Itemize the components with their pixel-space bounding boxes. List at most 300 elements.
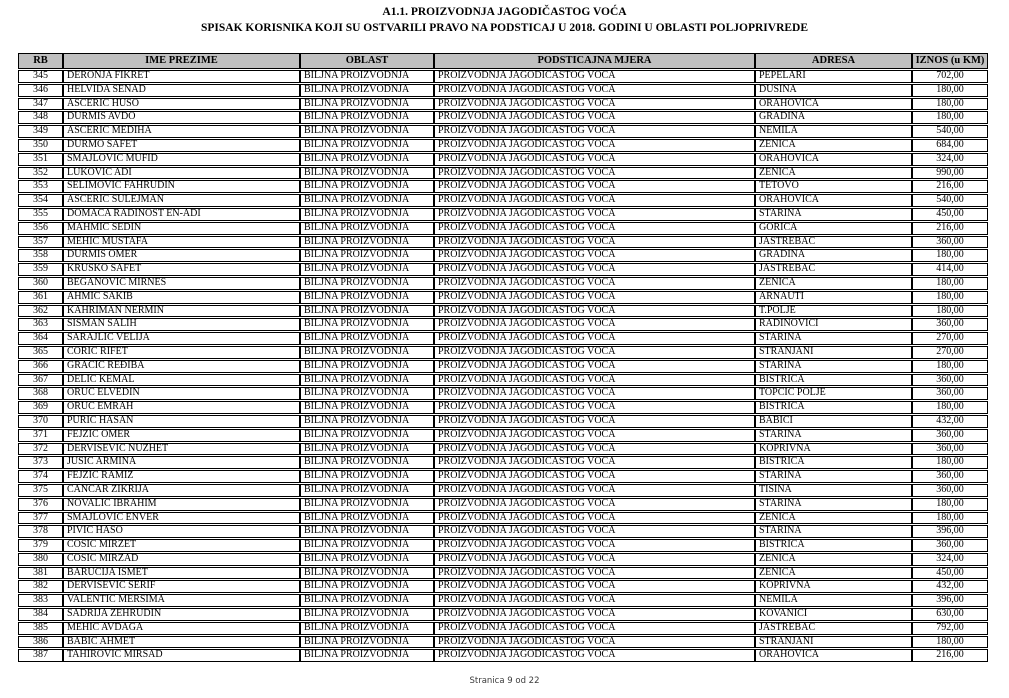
cell-ime-prezime: PURIĆ HASAN	[63, 415, 300, 428]
cell-iznos: 180,00	[912, 456, 988, 469]
cell-iznos: 180,00	[912, 401, 988, 414]
cell-ime-prezime: AŠĆERIĆ SULEJMAN	[63, 194, 300, 207]
table-row	[18, 608, 988, 621]
cell-iznos: 180,00	[912, 277, 988, 290]
table-row	[18, 318, 988, 331]
cell-ime-prezime: DELIĆ KEMAL	[63, 374, 300, 387]
table-row	[18, 456, 988, 469]
cell-oblast: BILJNA PROIZVODNJA	[300, 512, 434, 525]
cell-rb: 379	[18, 539, 63, 552]
cell-iznos: 180,00	[912, 249, 988, 262]
cell-rb: 385	[18, 622, 63, 635]
table-row	[18, 429, 988, 442]
cell-ime-prezime: MAHMIĆ SEDIN	[63, 222, 300, 235]
cell-adresa: ORAHOVICA	[755, 98, 912, 111]
cell-adresa: JASTREBAC	[755, 236, 912, 249]
cell-iznos: 180,00	[912, 98, 988, 111]
cell-rb: 350	[18, 139, 63, 152]
cell-adresa: STARINA	[755, 429, 912, 442]
cell-adresa: ARNAUTI	[755, 291, 912, 304]
cell-podsticajna-mjera: PROIZVODNJA JAGODIČASTOG VOĆA	[434, 374, 755, 387]
cell-oblast: BILJNA PROIZVODNJA	[300, 194, 434, 207]
cell-oblast: BILJNA PROIZVODNJA	[300, 84, 434, 97]
cell-rb: 356	[18, 222, 63, 235]
cell-iznos: 540,00	[912, 194, 988, 207]
cell-adresa: ZENICA	[755, 167, 912, 180]
cell-rb: 382	[18, 580, 63, 593]
cell-iznos: 684,00	[912, 139, 988, 152]
cell-ime-prezime: FEJZIĆ OMER	[63, 429, 300, 442]
cell-adresa: STRANJANI	[755, 346, 912, 359]
cell-oblast: BILJNA PROIZVODNJA	[300, 291, 434, 304]
table-row	[18, 84, 988, 97]
cell-podsticajna-mjera: PROIZVODNJA JAGODIČASTOG VOĆA	[434, 429, 755, 442]
table-row	[18, 194, 988, 207]
cell-oblast: BILJNA PROIZVODNJA	[300, 498, 434, 511]
table-header-row	[18, 53, 988, 69]
subsidy-recipients-table	[18, 52, 988, 663]
cell-oblast: BILJNA PROIZVODNJA	[300, 649, 434, 662]
table-header	[18, 53, 988, 69]
cell-iznos: 180,00	[912, 636, 988, 649]
cell-podsticajna-mjera: PROIZVODNJA JAGODIČASTOG VOĆA	[434, 236, 755, 249]
cell-podsticajna-mjera: PROIZVODNJA JAGODIČASTOG VOĆA	[434, 222, 755, 235]
column-header-ime-prezime: IME PREZIME	[63, 53, 300, 69]
cell-ime-prezime: ŠIŠMAN SALIH	[63, 318, 300, 331]
table-row	[18, 153, 988, 166]
cell-podsticajna-mjera: PROIZVODNJA JAGODIČASTOG VOĆA	[434, 70, 755, 83]
table-row	[18, 98, 988, 111]
cell-iznos: 450,00	[912, 567, 988, 580]
cell-oblast: BILJNA PROIZVODNJA	[300, 622, 434, 635]
table-row	[18, 567, 988, 580]
table-row	[18, 208, 988, 221]
cell-iznos: 702,00	[912, 70, 988, 83]
cell-podsticajna-mjera: PROIZVODNJA JAGODIČASTOG VOĆA	[434, 346, 755, 359]
cell-ime-prezime: BEGANOVIĆ MIRNES	[63, 277, 300, 290]
cell-adresa: ORAHOVICA	[755, 649, 912, 662]
cell-ime-prezime: SADRIJA ZEHRUDIN	[63, 608, 300, 621]
cell-iznos: 216,00	[912, 222, 988, 235]
cell-podsticajna-mjera: PROIZVODNJA JAGODIČASTOG VOĆA	[434, 208, 755, 221]
cell-iznos: 360,00	[912, 429, 988, 442]
cell-ime-prezime: SELIMOVIĆ FAHRUDIN	[63, 180, 300, 193]
cell-iznos: 270,00	[912, 332, 988, 345]
table-row	[18, 291, 988, 304]
cell-rb: 362	[18, 305, 63, 318]
table-row	[18, 649, 988, 662]
cell-podsticajna-mjera: PROIZVODNJA JAGODIČASTOG VOĆA	[434, 249, 755, 262]
column-header-rb: RB	[18, 53, 63, 69]
cell-ime-prezime: SMAJLOVIĆ ENVER	[63, 512, 300, 525]
cell-oblast: BILJNA PROIZVODNJA	[300, 98, 434, 111]
table-row	[18, 484, 988, 497]
cell-oblast: BILJNA PROIZVODNJA	[300, 125, 434, 138]
cell-iznos: 432,00	[912, 580, 988, 593]
cell-adresa: ZENICA	[755, 553, 912, 566]
cell-iznos: 360,00	[912, 318, 988, 331]
cell-podsticajna-mjera: PROIZVODNJA JAGODIČASTOG VOĆA	[434, 111, 755, 124]
cell-rb: 368	[18, 387, 63, 400]
cell-rb: 366	[18, 360, 63, 373]
cell-oblast: BILJNA PROIZVODNJA	[300, 222, 434, 235]
cell-adresa: TIŠINA	[755, 484, 912, 497]
cell-adresa: BISTRICA	[755, 456, 912, 469]
cell-adresa: TETOVO	[755, 180, 912, 193]
cell-podsticajna-mjera: PROIZVODNJA JAGODIČASTOG VOĆA	[434, 387, 755, 400]
cell-iznos: 630,00	[912, 608, 988, 621]
cell-oblast: BILJNA PROIZVODNJA	[300, 374, 434, 387]
cell-podsticajna-mjera: PROIZVODNJA JAGODIČASTOG VOĆA	[434, 263, 755, 276]
cell-ime-prezime: DURMIŠ AVDO	[63, 111, 300, 124]
cell-podsticajna-mjera: PROIZVODNJA JAGODIČASTOG VOĆA	[434, 636, 755, 649]
column-header-iznos: IZNOS (u KM)	[912, 53, 988, 69]
cell-rb: 347	[18, 98, 63, 111]
table-row	[18, 622, 988, 635]
cell-ime-prezime: DOMAĆA RADINOST EN-ADI	[63, 208, 300, 221]
cell-iznos: 450,00	[912, 208, 988, 221]
cell-podsticajna-mjera: PROIZVODNJA JAGODIČASTOG VOĆA	[434, 139, 755, 152]
cell-podsticajna-mjera: PROIZVODNJA JAGODIČASTOG VOĆA	[434, 277, 755, 290]
cell-iznos: 216,00	[912, 180, 988, 193]
cell-adresa: DUSINA	[755, 84, 912, 97]
cell-podsticajna-mjera: PROIZVODNJA JAGODIČASTOG VOĆA	[434, 401, 755, 414]
cell-rb: 376	[18, 498, 63, 511]
cell-adresa: RADINOVIĆI	[755, 318, 912, 331]
cell-iznos: 414,00	[912, 263, 988, 276]
cell-adresa: KOPRIVNA	[755, 443, 912, 456]
column-header-podsticajna-mjera: PODSTICAJNA MJERA	[434, 53, 755, 69]
cell-adresa: BISTRICA	[755, 539, 912, 552]
table-row	[18, 539, 988, 552]
cell-ime-prezime: ORUĆ ELVEDIN	[63, 387, 300, 400]
cell-ime-prezime: FEJZIĆ RAMIZ	[63, 470, 300, 483]
cell-iznos: 360,00	[912, 374, 988, 387]
table-row	[18, 180, 988, 193]
cell-podsticajna-mjera: PROIZVODNJA JAGODIČASTOG VOĆA	[434, 484, 755, 497]
cell-oblast: BILJNA PROIZVODNJA	[300, 401, 434, 414]
cell-rb: 387	[18, 649, 63, 662]
cell-podsticajna-mjera: PROIZVODNJA JAGODIČASTOG VOĆA	[434, 553, 755, 566]
cell-adresa: JASTREBAC	[755, 263, 912, 276]
cell-adresa: BISTRICA	[755, 401, 912, 414]
cell-adresa: STARINA	[755, 525, 912, 538]
cell-oblast: BILJNA PROIZVODNJA	[300, 636, 434, 649]
cell-oblast: BILJNA PROIZVODNJA	[300, 236, 434, 249]
cell-ime-prezime: KRUŠKO SAFET	[63, 263, 300, 276]
cell-rb: 384	[18, 608, 63, 621]
cell-rb: 364	[18, 332, 63, 345]
cell-ime-prezime: MEHIĆ AVDAGA	[63, 622, 300, 635]
cell-ime-prezime: AHMIĆ SAKIB	[63, 291, 300, 304]
cell-ime-prezime: DURMO SAFET	[63, 139, 300, 152]
cell-ime-prezime: AŠĆERIĆ MEDIHA	[63, 125, 300, 138]
cell-adresa: STARINA	[755, 208, 912, 221]
cell-adresa: ORAHOVICA	[755, 153, 912, 166]
cell-iznos: 396,00	[912, 525, 988, 538]
cell-iznos: 360,00	[912, 236, 988, 249]
cell-oblast: BILJNA PROIZVODNJA	[300, 443, 434, 456]
cell-oblast: BILJNA PROIZVODNJA	[300, 70, 434, 83]
cell-podsticajna-mjera: PROIZVODNJA JAGODIČASTOG VOĆA	[434, 608, 755, 621]
cell-iznos: 324,00	[912, 153, 988, 166]
cell-ime-prezime: SMAJLOVIĆ MUFID	[63, 153, 300, 166]
table-row	[18, 346, 988, 359]
table-row	[18, 498, 988, 511]
cell-iznos: 990,00	[912, 167, 988, 180]
cell-adresa: GORICA	[755, 222, 912, 235]
table-row	[18, 594, 988, 607]
cell-iznos: 180,00	[912, 291, 988, 304]
document-title-line2: SPISAK KORISNIKA KOJI SU OSTVARILI PRAVO NA PODSTICAJ U 2018. GODINI U OBLASTI POLJOPRIVREDE	[200, 22, 809, 34]
cell-podsticajna-mjera: PROIZVODNJA JAGODIČASTOG VOĆA	[434, 167, 755, 180]
cell-rb: 377	[18, 512, 63, 525]
cell-adresa: BABIĆI	[755, 415, 912, 428]
cell-ime-prezime: JUSIĆ ARMINA	[63, 456, 300, 469]
cell-rb: 386	[18, 636, 63, 649]
cell-ime-prezime: DURMIŠ OMER	[63, 249, 300, 262]
cell-oblast: BILJNA PROIZVODNJA	[300, 139, 434, 152]
cell-podsticajna-mjera: PROIZVODNJA JAGODIČASTOG VOĆA	[434, 470, 755, 483]
cell-rb: 369	[18, 401, 63, 414]
cell-adresa: STRANJANI	[755, 636, 912, 649]
cell-ime-prezime: DERVIŠEVIĆ NUZHET	[63, 443, 300, 456]
cell-podsticajna-mjera: PROIZVODNJA JAGODIČASTOG VOĆA	[434, 84, 755, 97]
cell-oblast: BILJNA PROIZVODNJA	[300, 525, 434, 538]
cell-ime-prezime: ĆOSIĆ MIRZAD	[63, 553, 300, 566]
cell-adresa: T.POLJE	[755, 305, 912, 318]
cell-rb: 363	[18, 318, 63, 331]
table-row	[18, 111, 988, 124]
cell-iznos: 270,00	[912, 346, 988, 359]
cell-adresa: KOPRIVNA	[755, 580, 912, 593]
cell-rb: 349	[18, 125, 63, 138]
cell-iznos: 180,00	[912, 512, 988, 525]
cell-rb: 365	[18, 346, 63, 359]
cell-oblast: BILJNA PROIZVODNJA	[300, 153, 434, 166]
cell-iznos: 360,00	[912, 470, 988, 483]
cell-oblast: BILJNA PROIZVODNJA	[300, 318, 434, 331]
cell-rb: 381	[18, 567, 63, 580]
cell-adresa: NEMILA	[755, 594, 912, 607]
cell-iznos: 396,00	[912, 594, 988, 607]
cell-ime-prezime: MEHIĆ MUSTAFA	[63, 236, 300, 249]
cell-oblast: BILJNA PROIZVODNJA	[300, 249, 434, 262]
table-row	[18, 553, 988, 566]
table-row	[18, 512, 988, 525]
cell-rb: 345	[18, 70, 63, 83]
cell-podsticajna-mjera: PROIZVODNJA JAGODIČASTOG VOĆA	[434, 443, 755, 456]
cell-podsticajna-mjera: PROIZVODNJA JAGODIČASTOG VOĆA	[434, 318, 755, 331]
cell-oblast: BILJNA PROIZVODNJA	[300, 608, 434, 621]
cell-rb: 370	[18, 415, 63, 428]
cell-adresa: ZENICA	[755, 277, 912, 290]
cell-rb: 353	[18, 180, 63, 193]
cell-oblast: BILJNA PROIZVODNJA	[300, 305, 434, 318]
cell-ime-prezime: VALENTIĆ MERSIMA	[63, 594, 300, 607]
cell-iznos: 180,00	[912, 111, 988, 124]
cell-ime-prezime: LUKOVIĆ ADI	[63, 167, 300, 180]
cell-podsticajna-mjera: PROIZVODNJA JAGODIČASTOG VOĆA	[434, 291, 755, 304]
cell-oblast: BILJNA PROIZVODNJA	[300, 429, 434, 442]
cell-iznos: 360,00	[912, 443, 988, 456]
cell-rb: 374	[18, 470, 63, 483]
table-row	[18, 374, 988, 387]
document-title-line1: A1.1. PROIZVODNJA JAGODIČASTOG VOĆA	[382, 6, 627, 18]
cell-rb: 380	[18, 553, 63, 566]
cell-oblast: BILJNA PROIZVODNJA	[300, 387, 434, 400]
cell-oblast: BILJNA PROIZVODNJA	[300, 180, 434, 193]
cell-ime-prezime: SARAJLIĆ VELIJA	[63, 332, 300, 345]
table-row	[18, 249, 988, 262]
cell-rb: 355	[18, 208, 63, 221]
cell-iznos: 792,00	[912, 622, 988, 635]
table-row	[18, 415, 988, 428]
cell-iznos: 180,00	[912, 360, 988, 373]
table-row	[18, 167, 988, 180]
cell-podsticajna-mjera: PROIZVODNJA JAGODIČASTOG VOĆA	[434, 305, 755, 318]
cell-ime-prezime: BARUČIJA ISMET	[63, 567, 300, 580]
cell-adresa: ZENICA	[755, 567, 912, 580]
cell-ime-prezime: PIVIĆ HASO	[63, 525, 300, 538]
cell-ime-prezime: KAHRIMAN NERMIN	[63, 305, 300, 318]
cell-rb: 367	[18, 374, 63, 387]
table-row	[18, 332, 988, 345]
cell-rb: 361	[18, 291, 63, 304]
cell-rb: 348	[18, 111, 63, 124]
table-row	[18, 443, 988, 456]
cell-ime-prezime: TAHIROVIĆ MIRSAD	[63, 649, 300, 662]
table-row	[18, 277, 988, 290]
cell-podsticajna-mjera: PROIZVODNJA JAGODIČASTOG VOĆA	[434, 567, 755, 580]
cell-adresa: STARINA	[755, 470, 912, 483]
cell-adresa: NEMILA	[755, 125, 912, 138]
cell-podsticajna-mjera: PROIZVODNJA JAGODIČASTOG VOĆA	[434, 360, 755, 373]
cell-ime-prezime: ČANČAR ZIKRIJA	[63, 484, 300, 497]
cell-iznos: 432,00	[912, 415, 988, 428]
cell-ime-prezime: AŠĆERIĆ HUSO	[63, 98, 300, 111]
cell-ime-prezime: BABIĆ AHMET	[63, 636, 300, 649]
cell-oblast: BILJNA PROIZVODNJA	[300, 346, 434, 359]
cell-iznos: 180,00	[912, 84, 988, 97]
table-row	[18, 305, 988, 318]
cell-oblast: BILJNA PROIZVODNJA	[300, 470, 434, 483]
table-row	[18, 222, 988, 235]
cell-oblast: BILJNA PROIZVODNJA	[300, 484, 434, 497]
cell-podsticajna-mjera: PROIZVODNJA JAGODIČASTOG VOĆA	[434, 594, 755, 607]
cell-rb: 375	[18, 484, 63, 497]
table-row	[18, 401, 988, 414]
cell-ime-prezime: DERVIŠEVIĆ ŠERIF	[63, 580, 300, 593]
cell-rb: 358	[18, 249, 63, 262]
cell-iznos: 360,00	[912, 539, 988, 552]
table-row	[18, 636, 988, 649]
page-number-footer: Stranica 9 od 22	[469, 676, 540, 686]
table-row	[18, 525, 988, 538]
cell-ime-prezime: DERONJA FIKRET	[63, 70, 300, 83]
table-row	[18, 470, 988, 483]
cell-podsticajna-mjera: PROIZVODNJA JAGODIČASTOG VOĆA	[434, 194, 755, 207]
cell-iznos: 540,00	[912, 125, 988, 138]
cell-iznos: 216,00	[912, 649, 988, 662]
cell-adresa: GRADINA	[755, 111, 912, 124]
table-row	[18, 580, 988, 593]
cell-ime-prezime: NOVALIĆ IBRAHIM	[63, 498, 300, 511]
table-row	[18, 360, 988, 373]
cell-podsticajna-mjera: PROIZVODNJA JAGODIČASTOG VOĆA	[434, 332, 755, 345]
cell-ime-prezime: ORUĆ EMRAH	[63, 401, 300, 414]
cell-podsticajna-mjera: PROIZVODNJA JAGODIČASTOG VOĆA	[434, 498, 755, 511]
cell-adresa: ORAHOVICA	[755, 194, 912, 207]
cell-podsticajna-mjera: PROIZVODNJA JAGODIČASTOG VOĆA	[434, 125, 755, 138]
cell-adresa: PEPELARI	[755, 70, 912, 83]
cell-rb: 354	[18, 194, 63, 207]
cell-oblast: BILJNA PROIZVODNJA	[300, 456, 434, 469]
cell-podsticajna-mjera: PROIZVODNJA JAGODIČASTOG VOĆA	[434, 539, 755, 552]
table-row	[18, 139, 988, 152]
cell-rb: 371	[18, 429, 63, 442]
cell-ime-prezime: GRAČIĆ REĐIBA	[63, 360, 300, 373]
cell-podsticajna-mjera: PROIZVODNJA JAGODIČASTOG VOĆA	[434, 180, 755, 193]
table-row	[18, 236, 988, 249]
cell-rb: 357	[18, 236, 63, 249]
cell-oblast: BILJNA PROIZVODNJA	[300, 415, 434, 428]
table-row	[18, 263, 988, 276]
cell-podsticajna-mjera: PROIZVODNJA JAGODIČASTOG VOĆA	[434, 415, 755, 428]
table-row	[18, 387, 988, 400]
cell-podsticajna-mjera: PROIZVODNJA JAGODIČASTOG VOĆA	[434, 456, 755, 469]
cell-oblast: BILJNA PROIZVODNJA	[300, 539, 434, 552]
cell-iznos: 324,00	[912, 553, 988, 566]
cell-oblast: BILJNA PROIZVODNJA	[300, 553, 434, 566]
cell-ime-prezime: ĆOSIĆ MIRZET	[63, 539, 300, 552]
cell-iznos: 180,00	[912, 305, 988, 318]
cell-adresa: BISTRICA	[755, 374, 912, 387]
document-header	[0, 0, 1009, 36]
cell-ime-prezime: ĆORIĆ RIFET	[63, 346, 300, 359]
cell-adresa: ZENICA	[755, 139, 912, 152]
cell-adresa: STARINA	[755, 498, 912, 511]
cell-podsticajna-mjera: PROIZVODNJA JAGODIČASTOG VOĆA	[434, 622, 755, 635]
cell-adresa: JASTREBAC	[755, 622, 912, 635]
cell-oblast: BILJNA PROIZVODNJA	[300, 567, 434, 580]
column-header-oblast: OBLAST	[300, 53, 434, 69]
cell-oblast: BILJNA PROIZVODNJA	[300, 360, 434, 373]
cell-rb: 378	[18, 525, 63, 538]
cell-oblast: BILJNA PROIZVODNJA	[300, 580, 434, 593]
cell-podsticajna-mjera: PROIZVODNJA JAGODIČASTOG VOĆA	[434, 153, 755, 166]
cell-podsticajna-mjera: PROIZVODNJA JAGODIČASTOG VOĆA	[434, 649, 755, 662]
cell-podsticajna-mjera: PROIZVODNJA JAGODIČASTOG VOĆA	[434, 580, 755, 593]
cell-ime-prezime: HELVIDA SENAD	[63, 84, 300, 97]
cell-iznos: 180,00	[912, 498, 988, 511]
table-row	[18, 125, 988, 138]
cell-rb: 346	[18, 84, 63, 97]
cell-rb: 351	[18, 153, 63, 166]
cell-rb: 352	[18, 167, 63, 180]
cell-iznos: 360,00	[912, 387, 988, 400]
cell-rb: 372	[18, 443, 63, 456]
cell-oblast: BILJNA PROIZVODNJA	[300, 263, 434, 276]
cell-podsticajna-mjera: PROIZVODNJA JAGODIČASTOG VOĆA	[434, 525, 755, 538]
cell-oblast: BILJNA PROIZVODNJA	[300, 277, 434, 290]
cell-oblast: BILJNA PROIZVODNJA	[300, 594, 434, 607]
table-body	[18, 70, 988, 662]
cell-adresa: STARINA	[755, 332, 912, 345]
cell-iznos: 360,00	[912, 484, 988, 497]
cell-adresa: TOPČIĆ POLJE	[755, 387, 912, 400]
cell-rb: 359	[18, 263, 63, 276]
